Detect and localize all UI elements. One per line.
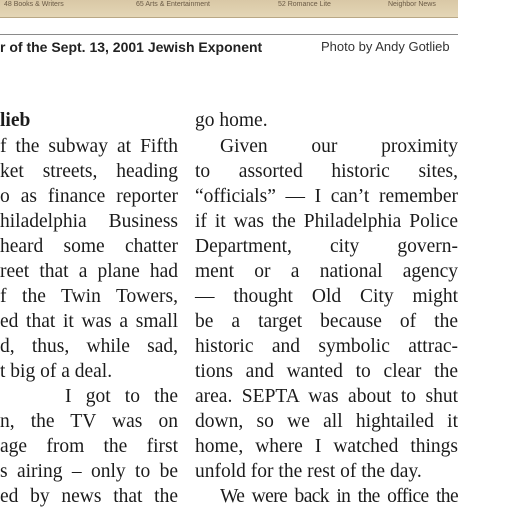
author-byline: lieb: [0, 110, 31, 131]
photo-credit: Photo by Andy Gotlieb: [321, 39, 450, 54]
photo-caption: r of the Sept. 13, 2001 Jewish Exponent: [0, 39, 263, 55]
caption-divider: [0, 34, 458, 35]
left-line: I got to the: [65, 386, 178, 407]
left-line: ed by news that the: [0, 486, 178, 507]
right-line: ment or a national agency: [195, 261, 458, 282]
left-line: t big of a deal.: [0, 361, 113, 382]
right-line: We were back in the office the: [220, 486, 458, 507]
strip-text-1: 48 Books & Writers: [4, 1, 64, 8]
right-line: Given our proximity: [220, 136, 458, 157]
left-line: hiladelphia Business: [0, 211, 178, 232]
strip-text-3: 52 Romance Lite: [278, 1, 331, 8]
right-line: — thought Old City might: [195, 286, 458, 307]
cover-photo-strip: [0, 0, 458, 18]
right-line: area. SEPTA was about to shut: [195, 386, 458, 407]
left-line: n, the TV was on: [0, 411, 178, 432]
left-line: ket streets, heading: [0, 161, 178, 182]
right-line: unfold for the rest of the day.: [195, 461, 422, 482]
left-line: f the subway at Fifth: [0, 136, 178, 157]
strip-text-2: 65 Arts & Entertainment: [136, 1, 210, 8]
right-line: home, where I watched things: [195, 436, 458, 457]
left-line: s airing – only to be: [0, 461, 178, 482]
right-line: historic and symbolic attrac-: [195, 336, 458, 357]
left-line: heard some chatter: [0, 236, 178, 257]
right-line: Department, city govern-: [195, 236, 458, 257]
left-line: o as finance reporter: [0, 186, 178, 207]
left-line: d, thus, while sad,: [0, 336, 178, 357]
strip-text-4: Neighbor News: [388, 1, 436, 8]
left-line: f the Twin Towers,: [0, 286, 178, 307]
right-line: if it was the Philadelphia Police: [195, 211, 458, 232]
right-line: tions and wanted to clear the: [195, 361, 458, 382]
left-line: age from the first: [0, 436, 178, 457]
right-line: be a target because of the: [195, 311, 458, 332]
right-line: to assorted historic sites,: [195, 161, 458, 182]
left-line: ed that it was a small: [0, 311, 178, 332]
left-line: reet that a plane had: [0, 261, 178, 282]
right-line: down, so we all hightailed it: [195, 411, 458, 432]
right-line: “officials” — I can’t remember: [195, 186, 458, 207]
right-line: go home.: [195, 110, 268, 131]
